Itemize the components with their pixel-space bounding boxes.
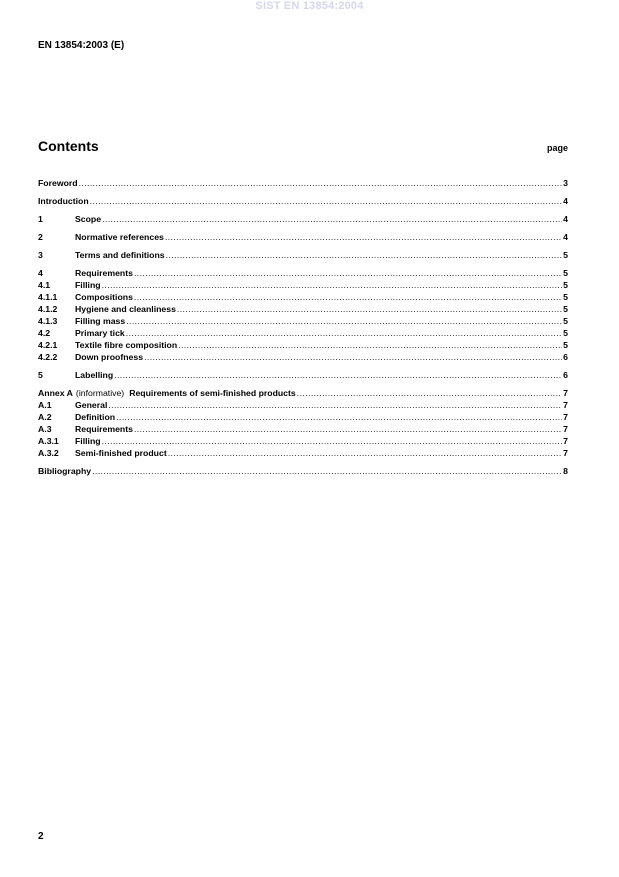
toc-entry-title: Semi-finished product xyxy=(75,448,167,458)
toc-entry-title: Filling mass xyxy=(75,316,126,326)
toc-entry-number: A.1 xyxy=(38,400,52,410)
toc-entry-page: 7 xyxy=(563,448,568,458)
toc-entry-page: 6 xyxy=(563,352,568,362)
toc-entry-title: Terms and definitions xyxy=(75,250,165,260)
toc-entry-title: General xyxy=(75,400,108,410)
toc-entry-number: 2 xyxy=(38,232,43,242)
dot-leader xyxy=(144,351,562,363)
toc-entry-number: 4.2.2 xyxy=(38,352,58,362)
dot-leader xyxy=(134,423,562,435)
toc-entry-page: 3 xyxy=(563,178,568,188)
toc-entry-requirements[interactable] xyxy=(38,267,568,279)
toc-entry-page: 4 xyxy=(563,232,568,242)
toc-entry-annex-filling[interactable] xyxy=(38,435,568,447)
toc-entry-page: 6 xyxy=(563,370,568,380)
document-id: EN 13854:2003 (E) xyxy=(38,40,125,51)
toc-entry-page: 7 xyxy=(563,400,568,410)
toc-entry-title: Requirements xyxy=(75,268,133,278)
toc-entry-title: Foreword xyxy=(38,178,78,188)
toc-entry-title: Down proofness xyxy=(75,352,144,362)
toc-entry-textile-fibre-composition[interactable] xyxy=(38,339,568,351)
dot-leader xyxy=(102,435,563,447)
toc-entry-number: 5 xyxy=(38,370,43,380)
toc-entry-title: Primary tick xyxy=(75,328,125,338)
dot-leader xyxy=(79,177,563,189)
toc-entry-semi-finished-product[interactable] xyxy=(38,447,568,459)
dot-leader xyxy=(102,213,562,225)
toc-entry-number: 3 xyxy=(38,250,43,260)
toc-entry-title: Textile fibre composition xyxy=(75,340,178,350)
dot-leader xyxy=(92,465,562,477)
toc-entry-title: Introduction xyxy=(38,196,89,206)
toc-entry-page: 5 xyxy=(563,340,568,350)
toc-entry-page: 8 xyxy=(563,466,568,476)
dot-leader xyxy=(134,291,562,303)
dot-leader xyxy=(165,231,562,243)
toc-entry-page: 5 xyxy=(563,316,568,326)
dot-leader xyxy=(297,387,562,399)
dot-leader xyxy=(166,249,563,261)
toc-entry-hygiene-and-cleanliness[interactable] xyxy=(38,303,568,315)
toc-entry-page: 4 xyxy=(563,196,568,206)
toc-entry-page: 4 xyxy=(563,214,568,224)
dot-leader xyxy=(134,267,562,279)
dot-leader xyxy=(177,303,562,315)
toc-entry-number: 4.2 xyxy=(38,328,51,338)
toc-entry-filling-mass[interactable] xyxy=(38,315,568,327)
toc-entry-annex-a[interactable] xyxy=(38,387,568,399)
toc-entry-number: A.3 xyxy=(38,424,52,434)
dot-leader xyxy=(126,327,562,339)
toc-entry-title: Bibliography xyxy=(38,466,92,476)
toc-entry-number: A.3.2 xyxy=(38,448,59,458)
toc-entry-title: Filling xyxy=(75,436,101,446)
toc-entry-scope[interactable] xyxy=(38,213,568,225)
toc-entry-page: 7 xyxy=(563,412,568,422)
toc-entry-page: 7 xyxy=(563,436,568,446)
toc-entry-bibliography[interactable] xyxy=(38,465,568,477)
toc-entry-normative-references[interactable] xyxy=(38,231,568,243)
toc-entry-title: Scope xyxy=(75,214,102,224)
toc-entry-title: Labelling xyxy=(75,370,114,380)
toc-entry-page: 5 xyxy=(563,268,568,278)
toc-entry-number: 4.1 xyxy=(38,280,51,290)
toc-entry-page: 7 xyxy=(563,388,568,398)
toc-entry-title: Hygiene and cleanliness xyxy=(75,304,176,314)
toc-entry-page: 7 xyxy=(563,424,568,434)
dot-leader xyxy=(90,195,562,207)
toc-entry-labelling[interactable] xyxy=(38,369,568,381)
toc-entry-number: 4.1.1 xyxy=(38,292,58,302)
toc-entry-title: Compositions xyxy=(75,292,133,302)
toc-entry-filling[interactable] xyxy=(38,279,568,291)
annex-title: Requirements of semi-finished products xyxy=(129,388,296,398)
toc-entry-number: 4.2.1 xyxy=(38,340,58,350)
toc-entry-compositions[interactable] xyxy=(38,291,568,303)
toc-entry-introduction[interactable] xyxy=(38,195,568,207)
dot-leader xyxy=(114,369,562,381)
toc-entry-number: 4.1.3 xyxy=(38,316,58,326)
watermark: SIST EN 13854:2004 xyxy=(255,0,364,12)
dot-leader xyxy=(126,315,562,327)
toc-entry-general[interactable] xyxy=(38,399,568,411)
table-of-contents xyxy=(38,177,568,477)
toc-entry-title: Definition xyxy=(75,412,116,422)
toc-entry-number: A.2 xyxy=(38,412,52,422)
toc-entry-foreword[interactable] xyxy=(38,177,568,189)
page-title: Contents xyxy=(38,138,99,154)
toc-entry-number: A.3.1 xyxy=(38,436,59,446)
toc-entry-number: 4 xyxy=(38,268,43,278)
toc-entry-page: 5 xyxy=(563,280,568,290)
toc-entry-annex-requirements[interactable] xyxy=(38,423,568,435)
toc-entry-title: Annex A xyxy=(38,388,73,398)
toc-entry-page: 5 xyxy=(563,292,568,302)
dot-leader xyxy=(168,447,562,459)
toc-entry-terms-and-definitions[interactable] xyxy=(38,249,568,261)
toc-entry-down-proofness[interactable] xyxy=(38,351,568,363)
toc-entry-page: 5 xyxy=(563,304,568,314)
dot-leader xyxy=(102,279,563,291)
dot-leader xyxy=(108,399,562,411)
page-column-label: page xyxy=(546,143,568,153)
page-number: 2 xyxy=(38,831,44,842)
toc-entry-page: 5 xyxy=(563,328,568,338)
toc-entry-page: 5 xyxy=(563,250,568,260)
toc-entry-title: Filling xyxy=(75,280,101,290)
toc-entry-number: 1 xyxy=(38,214,43,224)
annex-informative-note: (informative) xyxy=(75,388,125,398)
toc-entry-number: 4.1.2 xyxy=(38,304,58,314)
toc-entry-title: Normative references xyxy=(75,232,164,242)
dot-leader xyxy=(178,339,562,351)
toc-entry-definition[interactable] xyxy=(38,411,568,423)
toc-entry-primary-tick[interactable] xyxy=(38,327,568,339)
dot-leader xyxy=(116,411,562,423)
toc-entry-title: Requirements xyxy=(75,424,133,434)
